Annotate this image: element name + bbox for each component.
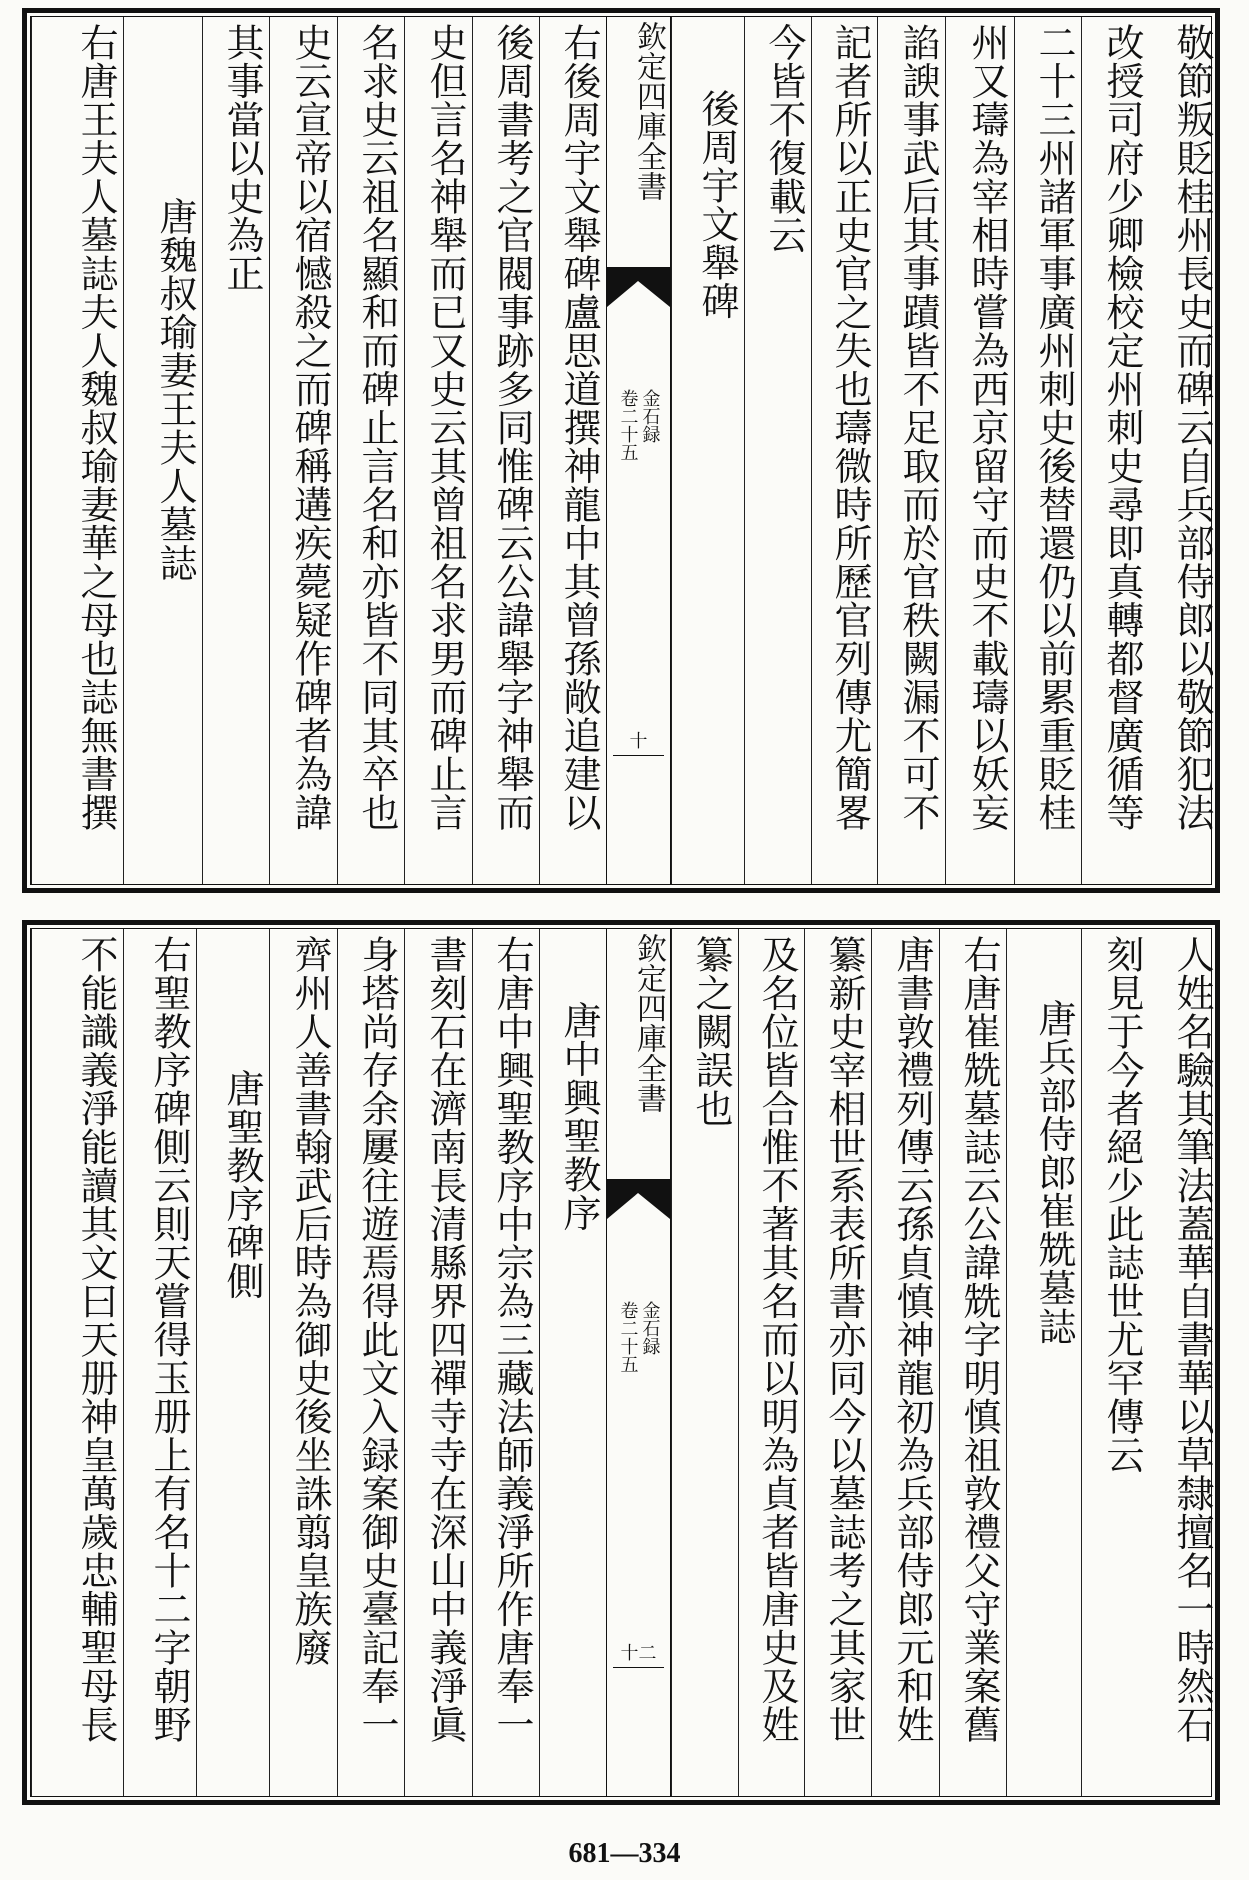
text-column: 史云宣帝以宿憾殺之而碑稱遘疾薨疑作碑者為諱 <box>269 17 337 884</box>
text-column: 不能識義淨能讀其文曰天册神皇萬歲忠輔聖母長 <box>31 929 123 1796</box>
text-column: 敬節叛貶桂州長史而碑云自兵部侍郎以敬節犯法 <box>1170 23 1214 832</box>
leaf-line <box>613 755 664 756</box>
center-fold-strip <box>606 17 671 884</box>
text-column: 唐書敦禮列傳云孫貞慎神龍初為兵部侍郎元和姓 <box>871 929 939 1796</box>
text-column: 纂新史宰相世系表所書亦同今以墓誌考之其家世 <box>804 929 871 1796</box>
lower-page-frame <box>30 928 1212 1797</box>
page-footer-number: 681—334 <box>568 1838 681 1869</box>
text-column: 二十三州諸軍事廣州刺史後替還仍以前累重貶桂 <box>1014 17 1081 884</box>
inscription-title: 唐兵部侍郎崔兟墓誌 <box>1006 929 1081 1796</box>
series-title: 欽定四庫全書 <box>631 933 666 1113</box>
leaf-line <box>613 1667 664 1668</box>
volume-number: 卷二十五 <box>617 389 639 461</box>
text-column: 書刻石在濟南長清縣界四禪寺寺在深山中義淨眞 <box>404 929 472 1796</box>
text-column: 記者所以正史官之失也璹微時所歷官列傳尤簡畧 <box>811 17 877 884</box>
text-column: 史但言名神舉而已又史云其曾祖名求男而碑止言 <box>404 17 472 884</box>
book-volume-label <box>607 389 670 461</box>
fishtail-mark <box>607 1179 670 1219</box>
text-column: 及名位皆合惟不著其名而以明為貞者皆唐史及姓 <box>738 929 804 1796</box>
volume-number: 卷二十五 <box>617 1301 639 1373</box>
book-volume-label <box>607 1301 670 1373</box>
text-column: 右聖教序碑側云則天嘗得玉册上有名十二字朝野 <box>123 929 196 1796</box>
leaf-number: 十 <box>629 731 648 752</box>
leaf-number: 十二 <box>620 1643 657 1664</box>
text-column: 名求史云祖名顯和而碑止言名和亦皆不同其卒也 <box>337 17 404 884</box>
upper-page-frame <box>30 16 1212 885</box>
upper-page <box>22 8 1220 893</box>
text-column: 諂諛事武后其事蹟皆不足取而於官秩闕漏不可不 <box>877 17 945 884</box>
text-column: 今皆不復載云 <box>744 17 811 884</box>
text-column: 其事當以史為正 <box>202 17 269 884</box>
book-name: 金石録 <box>639 389 661 443</box>
center-fold-strip <box>606 929 671 1796</box>
text-column: 纂之闕誤也 <box>671 929 738 1796</box>
inscription-title: 唐聖教序碑側 <box>196 929 269 1796</box>
series-title: 欽定四庫全書 <box>631 21 666 201</box>
text-column: 右唐王夫人墓誌夫人魏叔瑜妻華之母也誌無書撰 <box>31 17 123 884</box>
fishtail-mark <box>607 267 670 307</box>
text-column: 人姓名驗其筆法蓋華自書華以草隸擅名一時然石 <box>1170 935 1214 1744</box>
text-column: 右唐崔兟墓誌云公諱兟字明慎祖敦禮父守業案舊 <box>939 929 1006 1796</box>
text-column: 州又璹為宰相時嘗為西京留守而史不載璹以妖妄 <box>945 17 1014 884</box>
section-heading: 後周宇文舉碑 <box>671 17 744 884</box>
book-name: 金石録 <box>639 1301 661 1355</box>
text-column: 右後周宇文舉碑盧思道撰神龍中其曾孫敞追建以 <box>539 17 606 884</box>
text-column: 後周書考之官閥事跡多同惟碑云公諱舉字神舉而 <box>472 17 539 884</box>
inscription-title: 唐魏叔瑜妻王夫人墓誌 <box>123 17 202 884</box>
text-column: 改授司府少卿檢校定州刺史尋即真轉都督廣循等 <box>1081 17 1149 884</box>
text-column: 刻見于今者絕少此誌世尤罕傳云 <box>1081 929 1149 1796</box>
lower-page <box>22 920 1220 1805</box>
text-column: 身塔尚存余屢往遊焉得此文入録案御史臺記奉一 <box>337 929 404 1796</box>
section-heading: 唐中興聖教序 <box>539 929 606 1796</box>
text-column: 齊州人善書翰武后時為御史後坐誅翦皇族廢 <box>269 929 337 1796</box>
text-column: 右唐中興聖教序中宗為三藏法師義淨所作唐奉一 <box>472 929 539 1796</box>
